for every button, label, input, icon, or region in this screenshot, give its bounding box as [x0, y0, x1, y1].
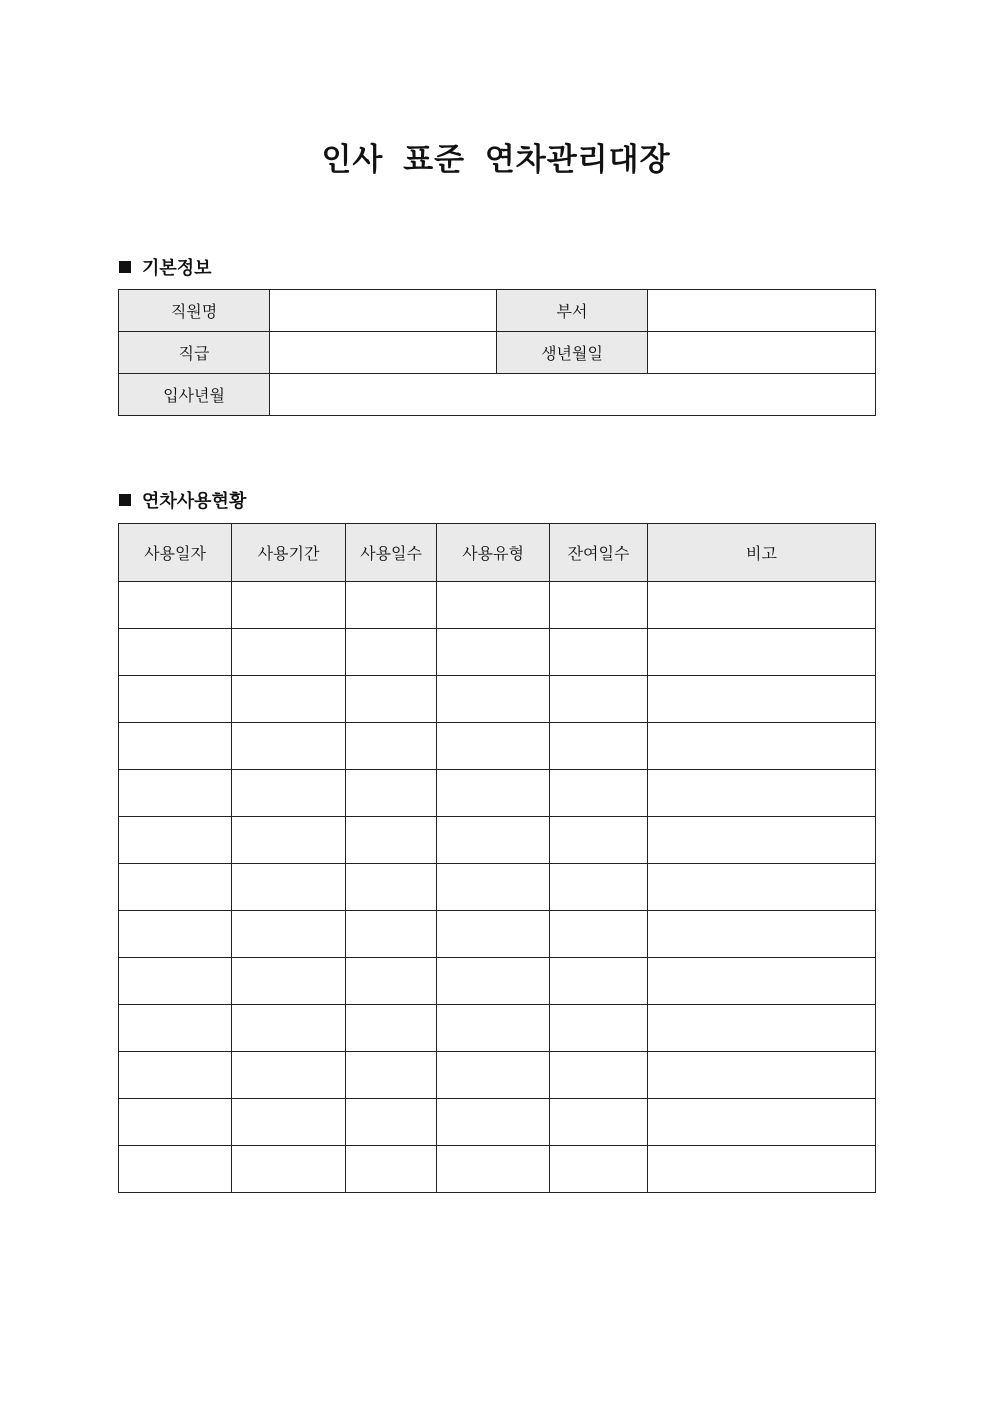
usage-heading [119, 487, 246, 513]
column-header-usage-period: 사용기간 [232, 524, 346, 582]
table-row [119, 582, 876, 629]
remaining-days-cell[interactable] [550, 1099, 648, 1146]
usage-period-cell[interactable] [232, 1052, 346, 1099]
usage-days-cell[interactable] [346, 1099, 437, 1146]
table-row [119, 1146, 876, 1193]
usage-type-cell[interactable] [437, 676, 550, 723]
usage-date-cell[interactable] [119, 723, 232, 770]
usage-period-cell[interactable] [232, 723, 346, 770]
usage-date-cell[interactable] [119, 864, 232, 911]
usage-period-cell[interactable] [232, 770, 346, 817]
usage-days-cell[interactable] [346, 817, 437, 864]
usage-date-cell[interactable] [119, 817, 232, 864]
remaining-days-cell[interactable] [550, 1146, 648, 1193]
usage-heading-text: 연차사용현황 [142, 491, 247, 512]
square-bullet-icon [119, 261, 131, 273]
table-row [119, 958, 876, 1005]
remaining-days-cell[interactable] [550, 676, 648, 723]
table-row [119, 817, 876, 864]
remarks-cell[interactable] [648, 1099, 876, 1146]
usage-date-cell[interactable] [119, 582, 232, 629]
remarks-cell[interactable] [648, 911, 876, 958]
table-row [119, 723, 876, 770]
column-header-usage-date: 사용일자 [119, 524, 232, 582]
usage-days-cell[interactable] [346, 864, 437, 911]
remarks-cell[interactable] [648, 676, 876, 723]
usage-period-cell[interactable] [232, 817, 346, 864]
usage-period-cell[interactable] [232, 911, 346, 958]
column-header-remarks: 비고 [648, 524, 876, 582]
usage-days-cell[interactable] [346, 723, 437, 770]
usage-period-cell[interactable] [232, 629, 346, 676]
remarks-cell[interactable] [648, 582, 876, 629]
usage-days-cell[interactable] [346, 911, 437, 958]
birth-date-label: 생년월일 [497, 332, 648, 374]
usage-period-cell[interactable] [232, 1099, 346, 1146]
employee-name-label: 직원명 [119, 290, 270, 332]
usage-type-cell[interactable] [437, 1005, 550, 1052]
usage-date-cell[interactable] [119, 1005, 232, 1052]
table-row [119, 1052, 876, 1099]
usage-type-cell[interactable] [437, 629, 550, 676]
table-row [119, 332, 876, 374]
table-header-row [119, 524, 876, 582]
remaining-days-cell[interactable] [550, 770, 648, 817]
basic-info-heading [119, 254, 212, 280]
table-row [119, 1005, 876, 1052]
basic-info-heading-text: 기본정보 [142, 258, 212, 279]
usage-type-cell[interactable] [437, 770, 550, 817]
usage-period-cell[interactable] [232, 582, 346, 629]
usage-type-cell[interactable] [437, 1052, 550, 1099]
remaining-days-cell[interactable] [550, 817, 648, 864]
remarks-cell[interactable] [648, 817, 876, 864]
table-row [119, 1099, 876, 1146]
usage-days-cell[interactable] [346, 629, 437, 676]
remarks-cell[interactable] [648, 958, 876, 1005]
usage-period-cell[interactable] [232, 676, 346, 723]
remarks-cell[interactable] [648, 629, 876, 676]
table-row [119, 374, 876, 416]
usage-type-cell[interactable] [437, 723, 550, 770]
remaining-days-cell[interactable] [550, 629, 648, 676]
remaining-days-cell[interactable] [550, 1005, 648, 1052]
usage-days-cell[interactable] [346, 676, 437, 723]
usage-type-cell[interactable] [437, 582, 550, 629]
usage-days-cell[interactable] [346, 958, 437, 1005]
remaining-days-cell[interactable] [550, 958, 648, 1005]
usage-type-cell[interactable] [437, 958, 550, 1005]
usage-date-cell[interactable] [119, 676, 232, 723]
usage-date-cell[interactable] [119, 1099, 232, 1146]
usage-days-cell[interactable] [346, 1005, 437, 1052]
remaining-days-cell[interactable] [550, 582, 648, 629]
usage-type-cell[interactable] [437, 1146, 550, 1193]
department-field[interactable] [648, 290, 876, 332]
join-date-label: 입사년월 [119, 374, 270, 416]
usage-days-cell[interactable] [346, 1052, 437, 1099]
usage-days-cell[interactable] [346, 582, 437, 629]
usage-period-cell[interactable] [232, 1146, 346, 1193]
join-date-field[interactable] [270, 374, 876, 416]
usage-date-cell[interactable] [119, 1146, 232, 1193]
remaining-days-cell[interactable] [550, 723, 648, 770]
usage-days-cell[interactable] [346, 1146, 437, 1193]
table-row [119, 290, 876, 332]
table-row [119, 629, 876, 676]
leave-usage-body [119, 582, 876, 1193]
table-row [119, 911, 876, 958]
remarks-cell[interactable] [648, 1146, 876, 1193]
leave-usage-table [118, 523, 876, 1193]
birth-date-field[interactable] [648, 332, 876, 374]
usage-days-cell[interactable] [346, 770, 437, 817]
remarks-cell[interactable] [648, 1005, 876, 1052]
remarks-cell[interactable] [648, 723, 876, 770]
usage-date-cell[interactable] [119, 629, 232, 676]
usage-type-cell[interactable] [437, 817, 550, 864]
usage-type-cell[interactable] [437, 911, 550, 958]
usage-type-cell[interactable] [437, 1099, 550, 1146]
page-title: 인사 표준 연차관리대장 [321, 142, 671, 178]
usage-period-cell[interactable] [232, 1005, 346, 1052]
square-bullet-icon [119, 494, 131, 506]
usage-type-cell[interactable] [437, 864, 550, 911]
employee-name-field[interactable] [270, 290, 497, 332]
usage-period-cell[interactable] [232, 864, 346, 911]
usage-date-cell[interactable] [119, 958, 232, 1005]
remaining-days-cell[interactable] [550, 864, 648, 911]
usage-period-cell[interactable] [232, 958, 346, 1005]
usage-date-cell[interactable] [119, 911, 232, 958]
table-row [119, 864, 876, 911]
rank-field[interactable] [270, 332, 497, 374]
column-header-remaining-days: 잔여일수 [550, 524, 648, 582]
column-header-usage-days: 사용일수 [346, 524, 437, 582]
usage-date-cell[interactable] [119, 770, 232, 817]
table-row [119, 676, 876, 723]
department-label: 부서 [497, 290, 648, 332]
rank-label: 직급 [119, 332, 270, 374]
remarks-cell[interactable] [648, 770, 876, 817]
remaining-days-cell[interactable] [550, 911, 648, 958]
remarks-cell[interactable] [648, 864, 876, 911]
table-row [119, 770, 876, 817]
remaining-days-cell[interactable] [550, 1052, 648, 1099]
column-header-usage-type: 사용유형 [437, 524, 550, 582]
usage-date-cell[interactable] [119, 1052, 232, 1099]
remarks-cell[interactable] [648, 1052, 876, 1099]
basic-info-table [118, 289, 876, 416]
